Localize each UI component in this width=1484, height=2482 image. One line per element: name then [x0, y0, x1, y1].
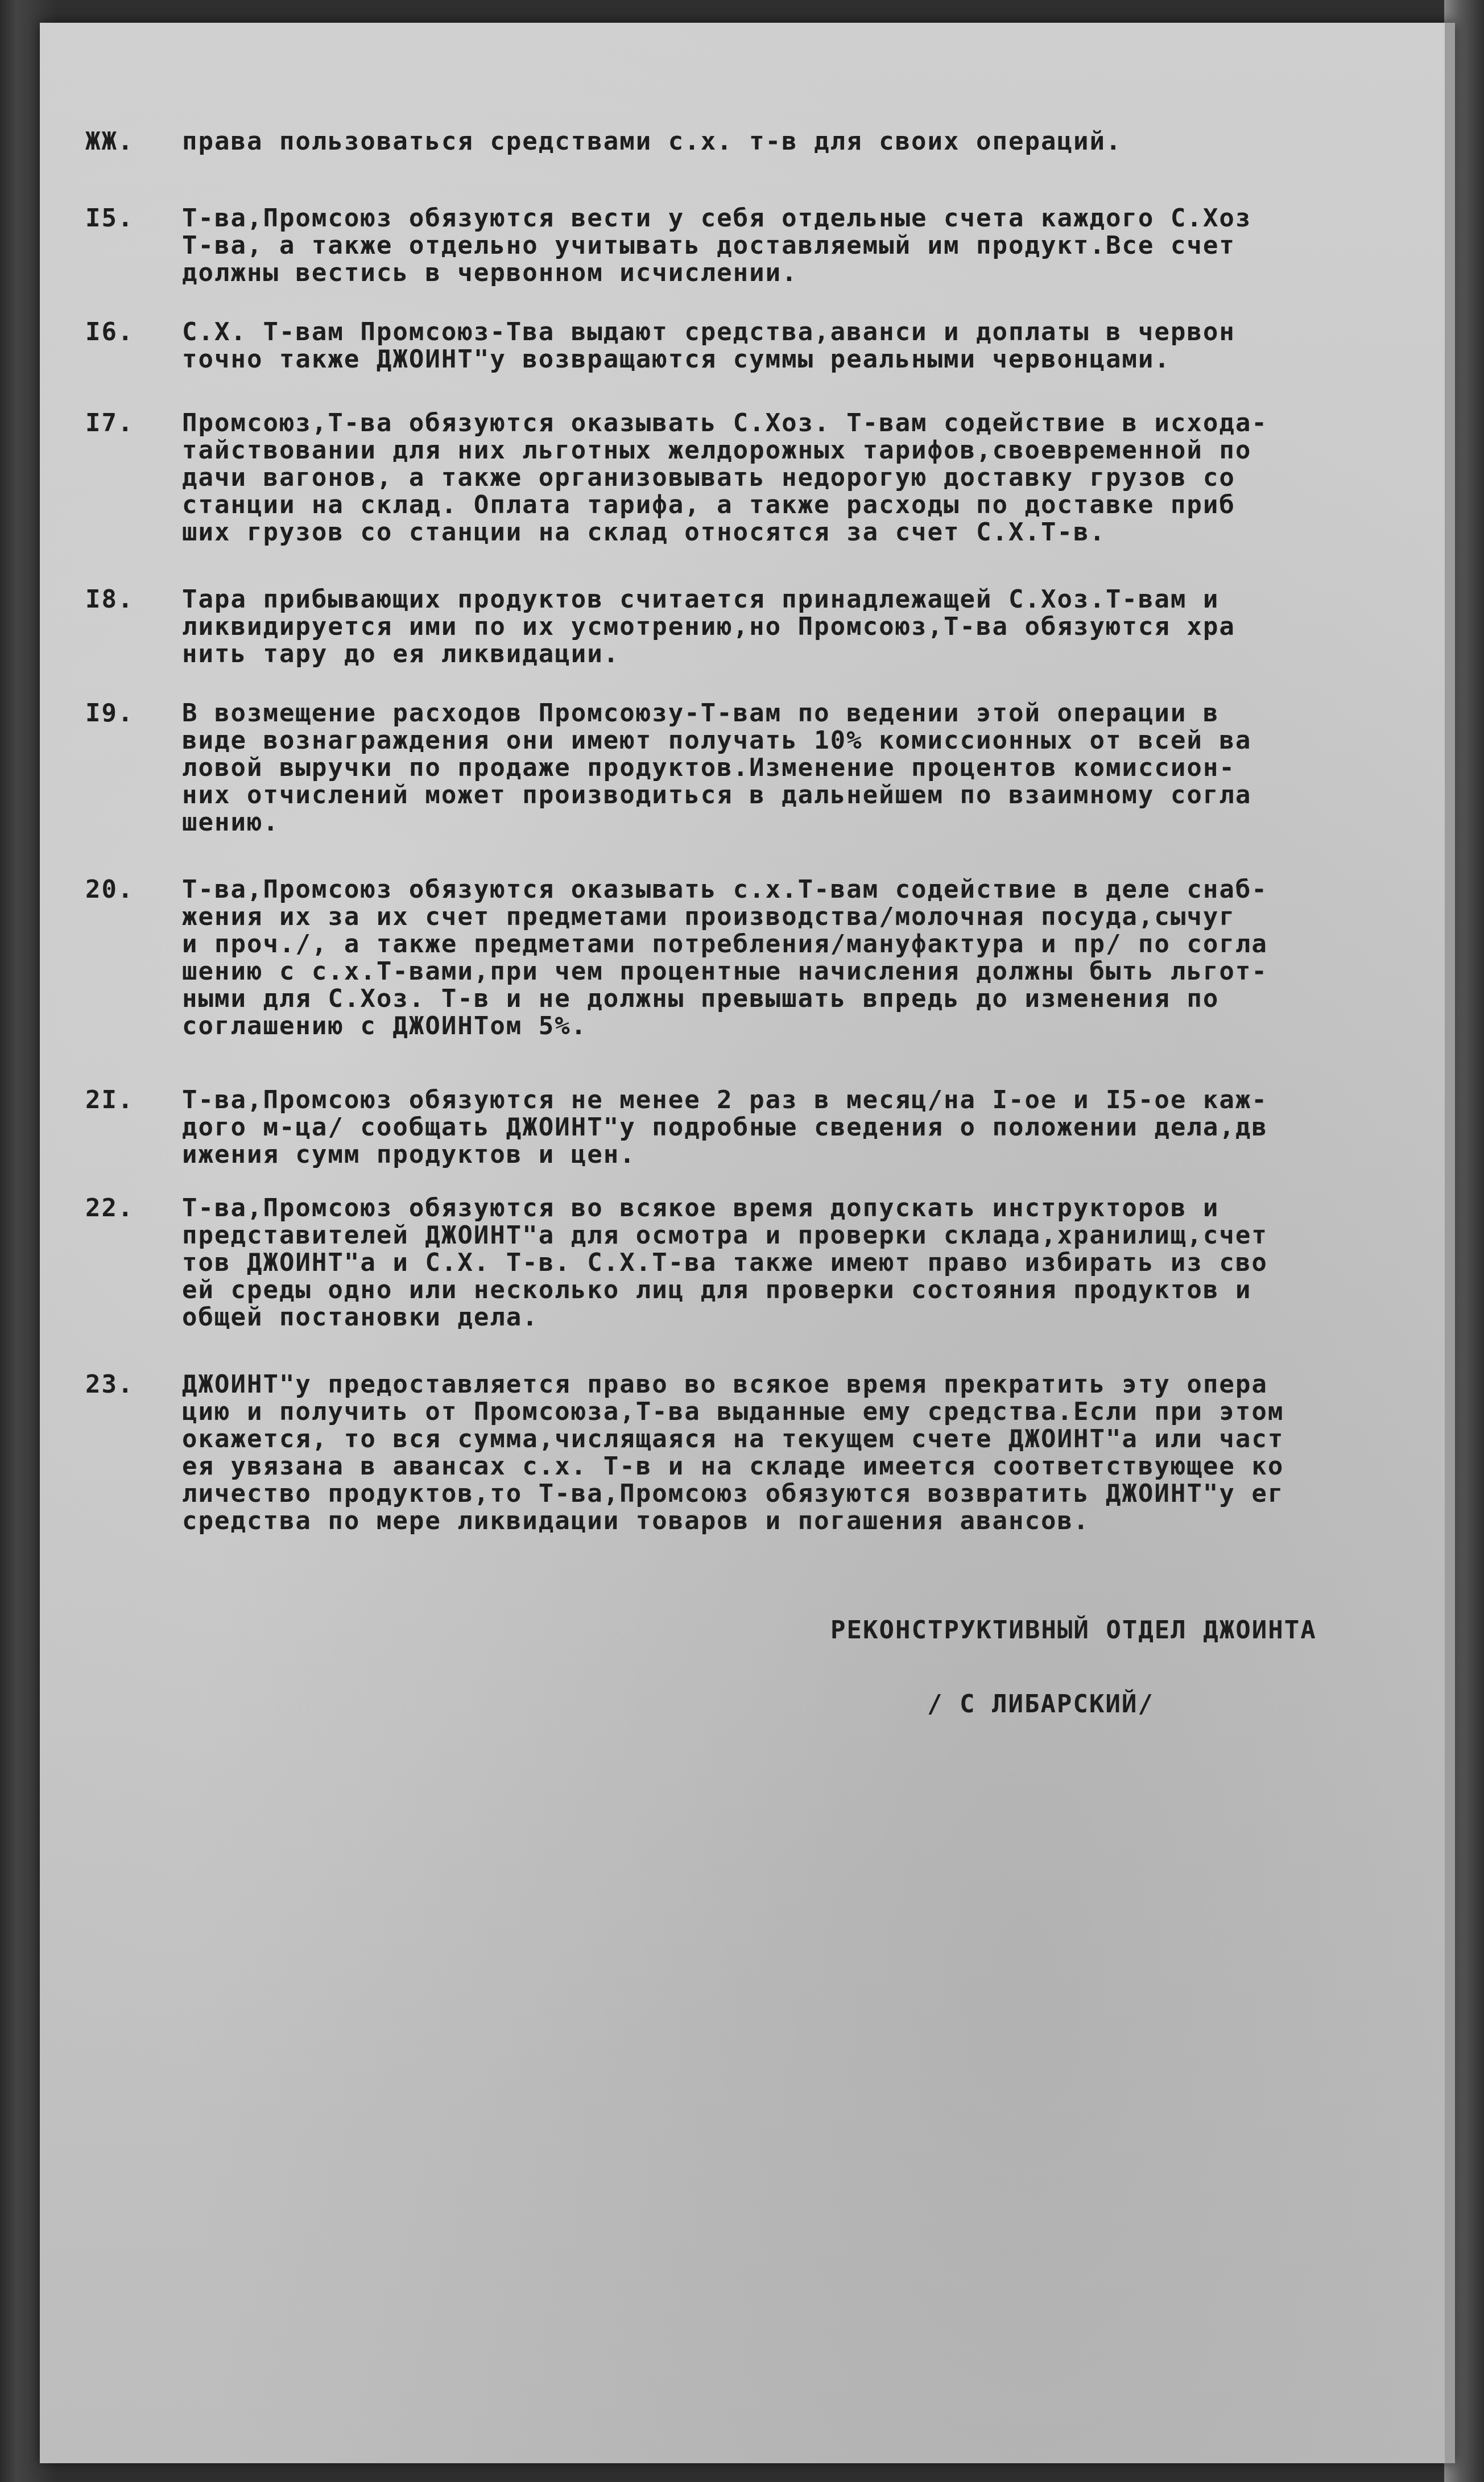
text-line: цию и получить от Промсоюза,Т-ва выданные ему средства.Если при этом: [182, 1397, 1284, 1426]
paragraph-number: 23.: [85, 1370, 134, 1399]
text-line: нить тару до ея ликвидации.: [182, 639, 620, 668]
text-line: личество продуктов,то Т-ва,Промсоюз обязуются возвратить ДЖОИНТ"у ег: [182, 1479, 1284, 1508]
text-line: дачи вагонов, а также организовывать недорогую доставку грузов со: [182, 463, 1235, 492]
text-line: окажется, то вся сумма,числящаяся на текущем счете ДЖОИНТ"а или част: [182, 1424, 1284, 1453]
text-line: ших грузов со станции на склад относятся за счет С.Х.Т-в.: [182, 518, 1106, 547]
text-line: дого м-ца/ сообщать ДЖОИНТ"у подробные сведения о положении дела,дв: [182, 1113, 1268, 1142]
text-line: ликвидируется ими по их усмотрению,но Промсоюз,Т-ва обязуются хра: [182, 612, 1235, 641]
paragraph-number: I5.: [85, 204, 134, 233]
text-line: должны вестись в червонном исчислении.: [182, 258, 798, 287]
paragraph-number: ЖЖ.: [85, 127, 134, 156]
text-line: Тара прибывающих продуктов считается принадлежащей С.Хоз.Т-вам и: [182, 585, 1220, 614]
text-line: ей среды одно или несколько лиц для проверки состояния продуктов и: [182, 1275, 1252, 1304]
text-line: Промсоюз,Т-ва обязуются оказывать С.Хоз. Т-вам содействие в исхода-: [182, 408, 1268, 437]
text-line: права пользоваться средствами с.х. т-в для своих операций.: [182, 127, 1122, 156]
text-line: них отчислений может производиться в дальнейшем по взаимному согла: [182, 780, 1252, 810]
text-line: Т-ва,Промсоюз обязуются во всякое время допускать инструкторов и: [182, 1193, 1220, 1223]
text-line: точно также ДЖОИНТ"у возвращаются суммы реальными червонцами.: [182, 345, 1171, 374]
paragraph-number: I7.: [85, 408, 134, 437]
text-line: Т-ва, а также отдельно учитывать доставляемый им продукт.Все счет: [182, 231, 1235, 260]
text-line: ными для С.Хоз. Т-в и не должны превышать впредь до изменения по: [182, 984, 1220, 1013]
signature-name: / С ЛИБАРСКИЙ/: [927, 1690, 1154, 1719]
text-line: и проч./, а также предметами потребления/мануфактура и пр/ по согла: [182, 930, 1268, 959]
text-line: В возмещение расходов Промсоюзу-Т-вам по ведении этой операции в: [182, 699, 1220, 728]
document-page: [40, 23, 1455, 2463]
text-line: тайствовании для них льготных желдорожных тарифов,своевременной по: [182, 436, 1252, 465]
paragraph-number: 20.: [85, 875, 134, 904]
text-line: общей постановки дела.: [182, 1303, 539, 1332]
text-line: Т-ва,Промсоюз обязуются не менее 2 раз в месяц/на I-ое и I5-ое каж-: [182, 1085, 1268, 1114]
text-line: тов ДЖОИНТ"а и С.Х. Т-в. С.Х.Т-ва также имеют право избирать из сво: [182, 1248, 1268, 1277]
paragraph-number: 22.: [85, 1193, 134, 1223]
text-line: соглашению с ДЖОИНТом 5%.: [182, 1011, 588, 1040]
text-line: ловой выручки по продаже продуктов.Изменение процентов комиссион-: [182, 753, 1235, 782]
text-line: ижения сумм продуктов и цен.: [182, 1140, 636, 1169]
text-line: жения их за их счет предметами производства/молочная посуда,сычуг: [182, 902, 1235, 931]
paragraph-number: 2I.: [85, 1085, 134, 1114]
text-line: ея увязана в авансах с.х. Т-в и на складе имеется соответствующее ко: [182, 1452, 1284, 1481]
text-line: виде вознаграждения они имеют получать 10% комиссионных от всей ва: [182, 726, 1252, 755]
paragraph-number: I9.: [85, 699, 134, 728]
text-line: представителей ДЖОИНТ"а для осмотра и проверки склада,хранилищ,счет: [182, 1221, 1268, 1250]
text-line: шению с с.х.Т-вами,при чем процентные начисления должны быть льгот-: [182, 957, 1268, 986]
text-line: средства по мере ликвидации товаров и погашения авансов.: [182, 1506, 1090, 1535]
paragraph-number: I6.: [85, 317, 134, 346]
paragraph-number: I8.: [85, 585, 134, 614]
signature-department: РЕКОНСТРУКТИВНЫЙ ОТДЕЛ ДЖОИНТА: [830, 1616, 1317, 1645]
text-line: Т-ва,Промсоюз обязуются вести у себя отдельные счета каждого С.Хоз: [182, 204, 1252, 233]
text-line: станции на склад. Оплата тарифа, а также расходы по доставке приб: [182, 490, 1235, 519]
text-line: шению.: [182, 808, 279, 837]
text-line: С.Х. Т-вам Промсоюз-Тва выдают средства,аванси и доплаты в червон: [182, 317, 1235, 346]
text-line: Т-ва,Промсоюз обязуются оказывать с.х.Т-вам содействие в деле снаб-: [182, 875, 1268, 904]
text-line: ДЖОИНТ"у предоставляется право во всякое время прекратить эту опера: [182, 1370, 1268, 1399]
